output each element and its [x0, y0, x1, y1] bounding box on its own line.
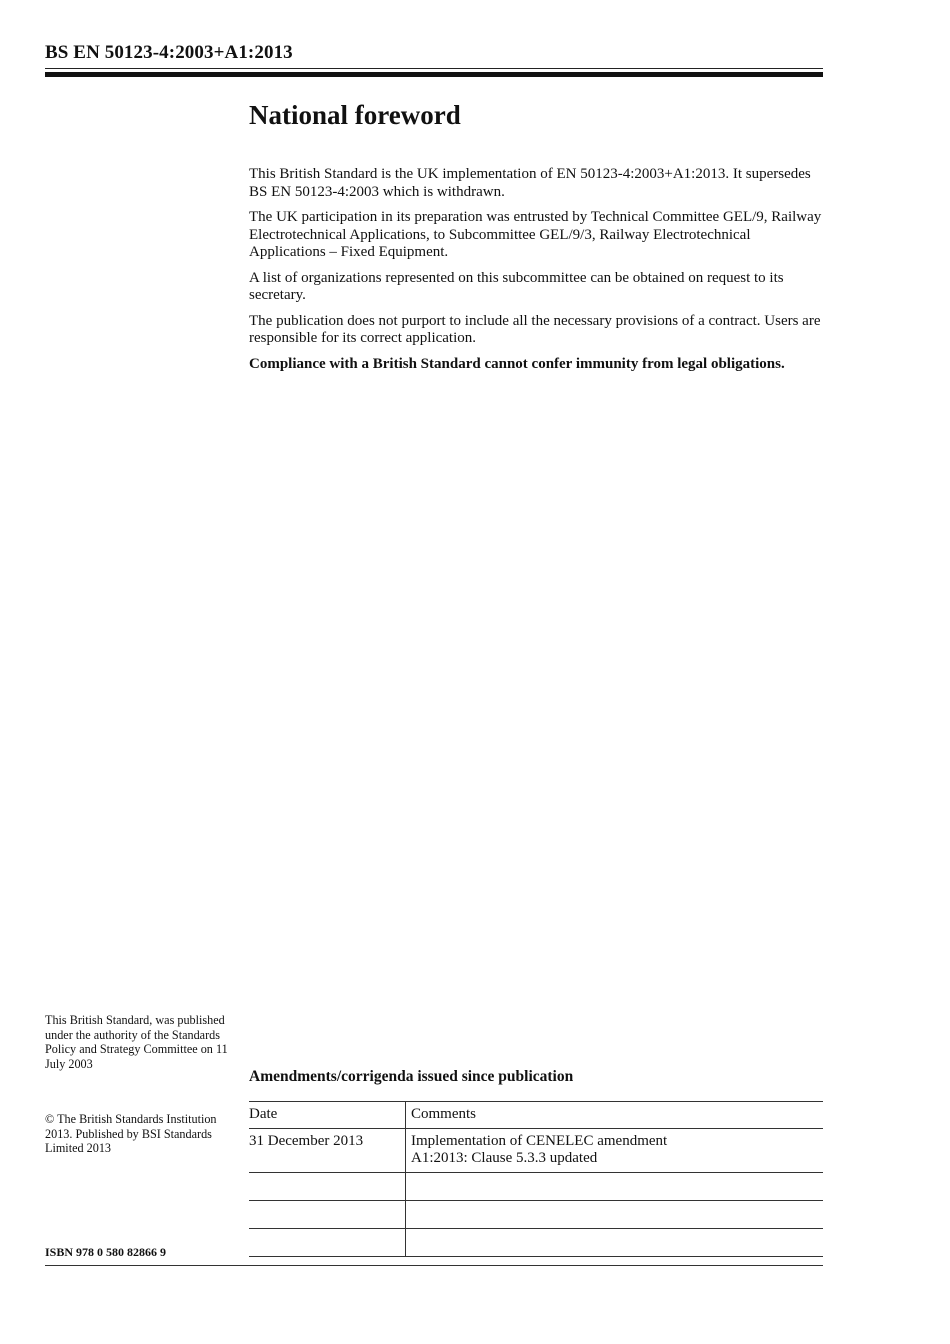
- table-row: [249, 1128, 823, 1172]
- amendment-date: 31 December 2013: [249, 1128, 406, 1172]
- paragraph-implementation: This British Standard is the UK implementation of EN 50123-4:2003+A1:2013. It supersedes BS EN 50123-4:2003 which is withdrawn.: [249, 166, 811, 200]
- copyright-note: © The British Standards Institution 2013. Published by BSI Standards Limited 2013: [45, 1112, 217, 1155]
- amendment-comment: Implementation of CENELEC amendment A1:2013: Clause 5.3.3 updated: [406, 1128, 824, 1172]
- column-header-comments: Comments: [406, 1102, 824, 1129]
- column-header-date: Date: [249, 1102, 406, 1129]
- amendments-title: Amendments/corrigenda issued since publication: [249, 1068, 574, 1085]
- footer-rule: [45, 1265, 823, 1266]
- table-row-empty: [249, 1200, 823, 1228]
- isbn: ISBN 978 0 580 82866 9: [45, 1245, 167, 1259]
- table-row-empty: [249, 1172, 823, 1200]
- publication-note: This British Standard, was published under the authority of the Standards Policy and Strategy Committee on 11 July 2003: [45, 1013, 228, 1071]
- header-rule-thin: [45, 68, 823, 69]
- amendments-table: [249, 1101, 823, 1257]
- compliance-note: Compliance with a British Standard cannot confer immunity from legal obligations.: [249, 355, 785, 372]
- foreword-body: [249, 166, 829, 381]
- paragraph-provisions: The publication does not purport to include all the necessary provisions of a contract. Users are responsible for its correct application.: [249, 312, 821, 346]
- document-id: BS EN 50123-4:2003+A1:2013: [45, 42, 293, 63]
- paragraph-organizations: A list of organizations represented on this subcommittee can be obtained on request to its secretary.: [249, 269, 784, 303]
- header-rule-thick: [45, 72, 823, 77]
- table-header-row: [249, 1102, 823, 1129]
- page-title: National foreword: [249, 100, 461, 130]
- paragraph-committee: The UK participation in its preparation was entrusted by Technical Committee GEL/9, Railway Electrotechnical Applications, to Subcommittee GEL/9/3, Railway Electrotechnical Applications – Fixed Equipment.: [249, 209, 822, 260]
- table-row-empty: [249, 1228, 823, 1256]
